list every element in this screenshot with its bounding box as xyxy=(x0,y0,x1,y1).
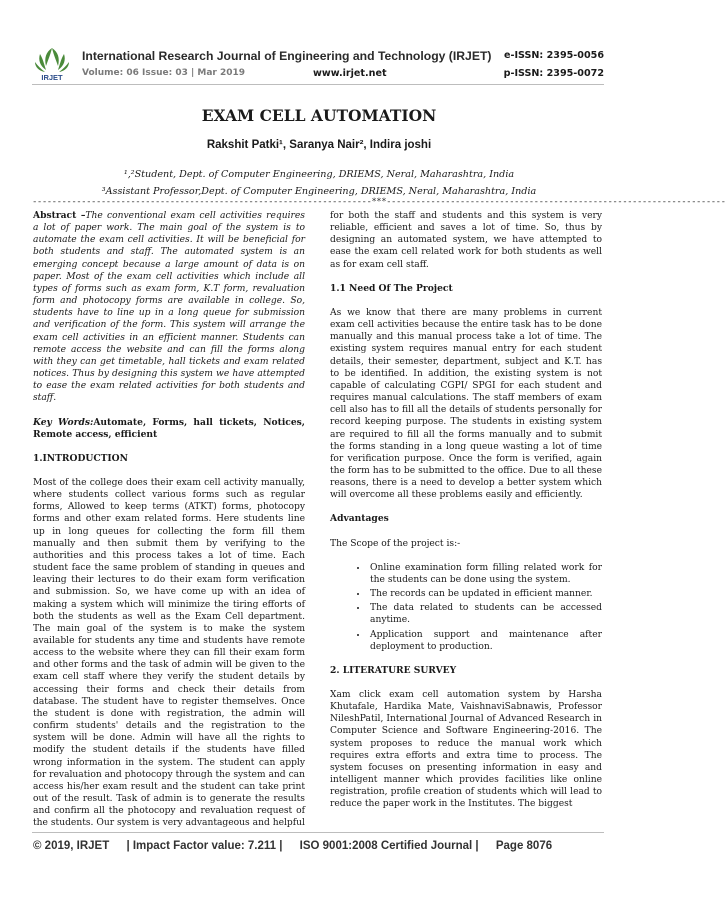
right-column xyxy=(330,210,602,823)
abstract xyxy=(33,210,305,405)
footer-page-number: Page 8076 xyxy=(495,840,553,852)
pissn: p-ISSN: 2395-0072 xyxy=(503,68,604,79)
keywords-label: Key Words: xyxy=(33,416,94,428)
page-footer xyxy=(33,840,566,852)
irjet-logo xyxy=(32,46,72,82)
logo-text: IRJET xyxy=(41,73,63,82)
affiliation-2: ³Assistant Professor,Dept. of Computer Engineering, DRIEMS, Neral, Maharashtra, India xyxy=(101,186,537,197)
journal-website[interactable]: www.irjet.net xyxy=(313,68,387,79)
section-divider: ---------------------------------------------------------------------***--------------------------------------------------------------------- xyxy=(32,197,726,207)
literature-heading: 2. LITERATURE SURVEY xyxy=(330,664,457,676)
abstract-text: The conventional exam cell activities requires a lot of paper work. The main goal of the system is to automate the exam cell activities. It will be beneficial for both students and staff. The automated system is an emerging concept because a large amount of data is on paper. Most of the exam cell activities which include all types of forms such as exam form, K.T form, revaluation form and photocopy forms are available in college. So, students have to line up in a long queue for submission and verification of the form. This system will arrange the exam cell activities in an efficient manner. Students can remote access the website and can fill the forms along with they can get timetable, hall tickets and exam related notices. Thus by designing this system we have attempted to ease the exam related activities for both students and staff. xyxy=(33,211,305,404)
affiliation-1: ¹,²Student, Dept. of Computer Engineering, DRIEMS, Neral, Maharashtra, India xyxy=(123,169,515,180)
advantages-list xyxy=(330,562,602,653)
literature-paragraph: Xam click exam cell automation system by Harsha Khutafale, Hardika Mate, VaishnaviSabnawis, Professor NileshPatil, International Journal of Advanced Research in Computer Science and Software Engineering-2016. The system proposes to reduce the manual work which requires extra efforts and extra time to process. The system focuses on presenting information in easy and intelligent manner which provides facilities like online registration, profile creation of students which will lead to reduce the paper work in the Institutes. The biggest xyxy=(330,690,602,810)
list-item: • The data related to students can be accessed anytime. xyxy=(368,602,602,626)
footer-rule xyxy=(32,832,604,833)
footer-impact-factor: | Impact Factor value: 7.211 | xyxy=(126,840,283,852)
need-paragraph: As we know that there are many problems in current exam cell activities because the entire task has to be done manually and this manual process take a lot of time. The existing system requires manual entry for each student details, their semester, department, subject and K.T. has to be identified. In addition, the existing system is not capable of calculating CGPI/ SPGI for each student and requires manual calculations. The staff members of exam cell also has to fill all the details of students personally for record keeping purpose. The students in existing system are required to fill all the forms manually and to submit the forms standing in a long queue wasting a lot of time for verification purpose. Once the form is verified, again the form has to be submitted to the office. Due to all these reasons, there is a need to develop a better system which will overcome all these problems easily and efficiently. xyxy=(330,307,602,501)
paper-title: EXAM CELL AUTOMATION xyxy=(201,106,437,125)
abstract-label: Abstract – xyxy=(33,210,86,221)
left-column xyxy=(33,210,305,842)
journal-header xyxy=(32,46,604,82)
list-item: • Application support and maintenance after deployment to production. xyxy=(368,629,602,653)
keywords-text: Automate, Forms, hall tickets, Notices, Remote access, efficient xyxy=(33,416,305,440)
intro-heading: 1.INTRODUCTION xyxy=(33,452,128,464)
intro-continued: for both the staff and students and this system is very reliable, efficient and saves a lot of time. So, thus by designing an automated system, we have attempted to ease the exam cell related work for both students as well as for exam cell staff. xyxy=(330,211,602,270)
eissn: e-ISSN: 2395-0056 xyxy=(503,50,604,61)
header-rule xyxy=(32,84,604,85)
list-item: • The records can be updated in efficient manner. xyxy=(368,588,602,600)
scope-intro: The Scope of the project is:- xyxy=(330,538,461,549)
need-heading: 1.1 Need Of The Project xyxy=(330,282,453,294)
footer-iso: ISO 9001:2008 Certified Journal | xyxy=(299,840,479,852)
footer-copyright: © 2019, IRJET xyxy=(33,840,110,852)
paper-authors: Rakshit Patki¹, Saranya Nair², Indira joshi xyxy=(206,139,432,151)
list-item: • Online examination form filling related work for the students can be done using the system. xyxy=(368,562,602,586)
keywords xyxy=(33,417,305,441)
irjet-leaf-icon xyxy=(32,46,72,82)
journal-title: International Research Journal of Engineering and Technology (IRJET) xyxy=(82,49,492,63)
advantages-heading: Advantages xyxy=(330,513,389,525)
intro-paragraph: Most of the college does their exam cell activity manually, where students collect various forms such as regular forms, Allowed to keep terms (ATKT) forms, photocopy forms and other exam related forms. Here students line up in long queues for collecting the form fill them manually and then submit them by verifying to the authorities and this process takes a lot of time. Each student face the same problem of standing in queues and leaving their lectures to do their exam form verification and submission. So, we have come up with an idea of making a system which will minimize the tiring efforts of both the students as well as the Exam Cell department. The main goal of the system is to make the system available for students any time and students have remote access to the website where they can fill their exam form and other forms and the task of admin will be given to the exam cell staff where they verify the student details by accessing their forms and check their details from database. The student have to register themselves. Once the student is done with registration, the admin will confirm students' details and the registration to the system will be done. Admin will have all the rights to modify the student details if the students have filled wrong information in the system. The student can apply for revaluation and photocopy through the system and can access his/her exam result and the student can take print out of the result. Task of admin is to generate the results and confirm all the photocopy and revaluation request of the students. Our system is very advantageous and helpful xyxy=(33,477,305,829)
volume-issue: Volume: 06 Issue: 03 | Mar 2019 xyxy=(82,68,246,78)
